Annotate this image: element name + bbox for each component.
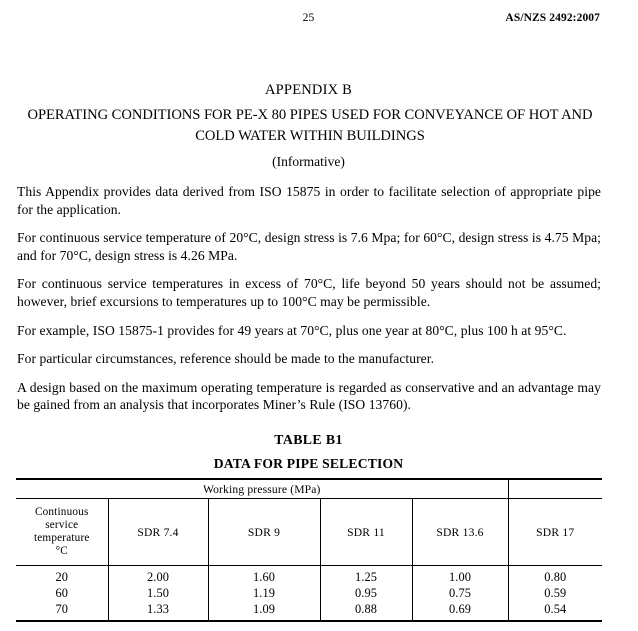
- cell-sdr-11: 1.25: [320, 566, 412, 586]
- table-row: [16, 585, 602, 601]
- cell-sdr-13-6: 0.75: [412, 585, 508, 601]
- paragraph: A design based on the maximum operating temperature is regarded as conservative and an advantage may be gained from an analysis that incorporates Miner’s Rule (ISO 13760).: [17, 379, 601, 413]
- cell-temperature: 60: [16, 585, 108, 601]
- column-header-sdr-17: SDR 17: [508, 499, 602, 566]
- paragraph: This Appendix provides data derived from ISO 15875 in order to facilitate selection of appropriate pipe for the application.: [17, 184, 601, 217]
- table-row: [16, 601, 602, 621]
- column-header-sdr-11: SDR 11: [320, 499, 412, 566]
- temp-head-line1: Continuous: [34, 505, 89, 518]
- cell-sdr-7-4: 2.00: [108, 566, 208, 586]
- cell-sdr-7-4: 1.33: [108, 601, 208, 621]
- table-row: [16, 566, 602, 586]
- appendix-status: (Informative): [272, 154, 345, 169]
- cell-sdr-17: 0.80: [544, 569, 567, 584]
- body-text: [17, 183, 601, 414]
- paragraph: For particular circumstances, reference should be made to the manufacturer.: [17, 351, 435, 367]
- temp-head-line3: temperature: [33, 532, 90, 544]
- data-table-wrapper: [16, 478, 602, 622]
- appendix-label: APPENDIX B: [265, 82, 352, 98]
- cell-sdr-11: 0.88: [320, 601, 412, 621]
- cell-sdr-17: 0.54: [508, 601, 602, 621]
- page-number: 25: [302, 12, 315, 24]
- cell-sdr-13-6: 1.00: [412, 566, 508, 586]
- cell-temperature: 70: [16, 601, 108, 621]
- group-header-working-pressure: Working pressure (MPa): [16, 479, 508, 499]
- temp-head-line4: °C: [55, 545, 68, 558]
- cell-temperature: 20: [16, 566, 108, 586]
- table-number: TABLE B1: [274, 432, 343, 447]
- paragraph: For example, ISO 15875-1 provides for 49 years at 70°C, plus one year at 80°C, plus 100 h at 95°C.: [17, 322, 567, 338]
- appendix-title: OPERATING CONDITIONS FOR PE-X 80 PIPES USED FOR CONVEYANCE OF HOT AND COLD WATER WITHIN BUILDINGS: [27, 107, 593, 144]
- paragraph: For continuous service temperatures in excess of 70°C, life beyond 50 years should not be assumed; however, brief excursions to temperatures up to 100°C may be permissible.: [17, 276, 601, 309]
- group-header-blank: [508, 479, 602, 499]
- cell-sdr-9: 1.19: [208, 585, 320, 601]
- standard-reference: AS/NZS 2492:2007: [505, 12, 600, 24]
- paragraph: For continuous service temperature of 20°C, design stress is 7.6 Mpa; for 60°C, design stress is 4.75 Mpa; and for 70°C, design stress is 4.26 MPa.: [17, 230, 601, 263]
- column-header-sdr-13-6: SDR 13.6: [412, 499, 508, 566]
- running-header: [17, 11, 600, 27]
- cell-sdr-11: 0.95: [320, 585, 412, 601]
- column-header-sdr-7-4: SDR 7.4: [108, 499, 208, 566]
- table-column-header-row: [16, 499, 602, 566]
- temp-head-line2: service: [45, 518, 79, 531]
- pipe-selection-table: [16, 478, 602, 622]
- table-caption: DATA FOR PIPE SELECTION: [213, 456, 404, 471]
- table-group-header-row: [16, 479, 602, 499]
- cell-sdr-9: 1.09: [208, 601, 320, 621]
- column-header-sdr-9: SDR 9: [208, 499, 320, 566]
- cell-sdr-17: 0.59: [544, 585, 567, 600]
- column-header-temperature: [16, 499, 108, 566]
- cell-sdr-9: 1.60: [208, 566, 320, 586]
- cell-sdr-13-6: 0.69: [412, 601, 508, 621]
- cell-sdr-7-4: 1.50: [108, 585, 208, 601]
